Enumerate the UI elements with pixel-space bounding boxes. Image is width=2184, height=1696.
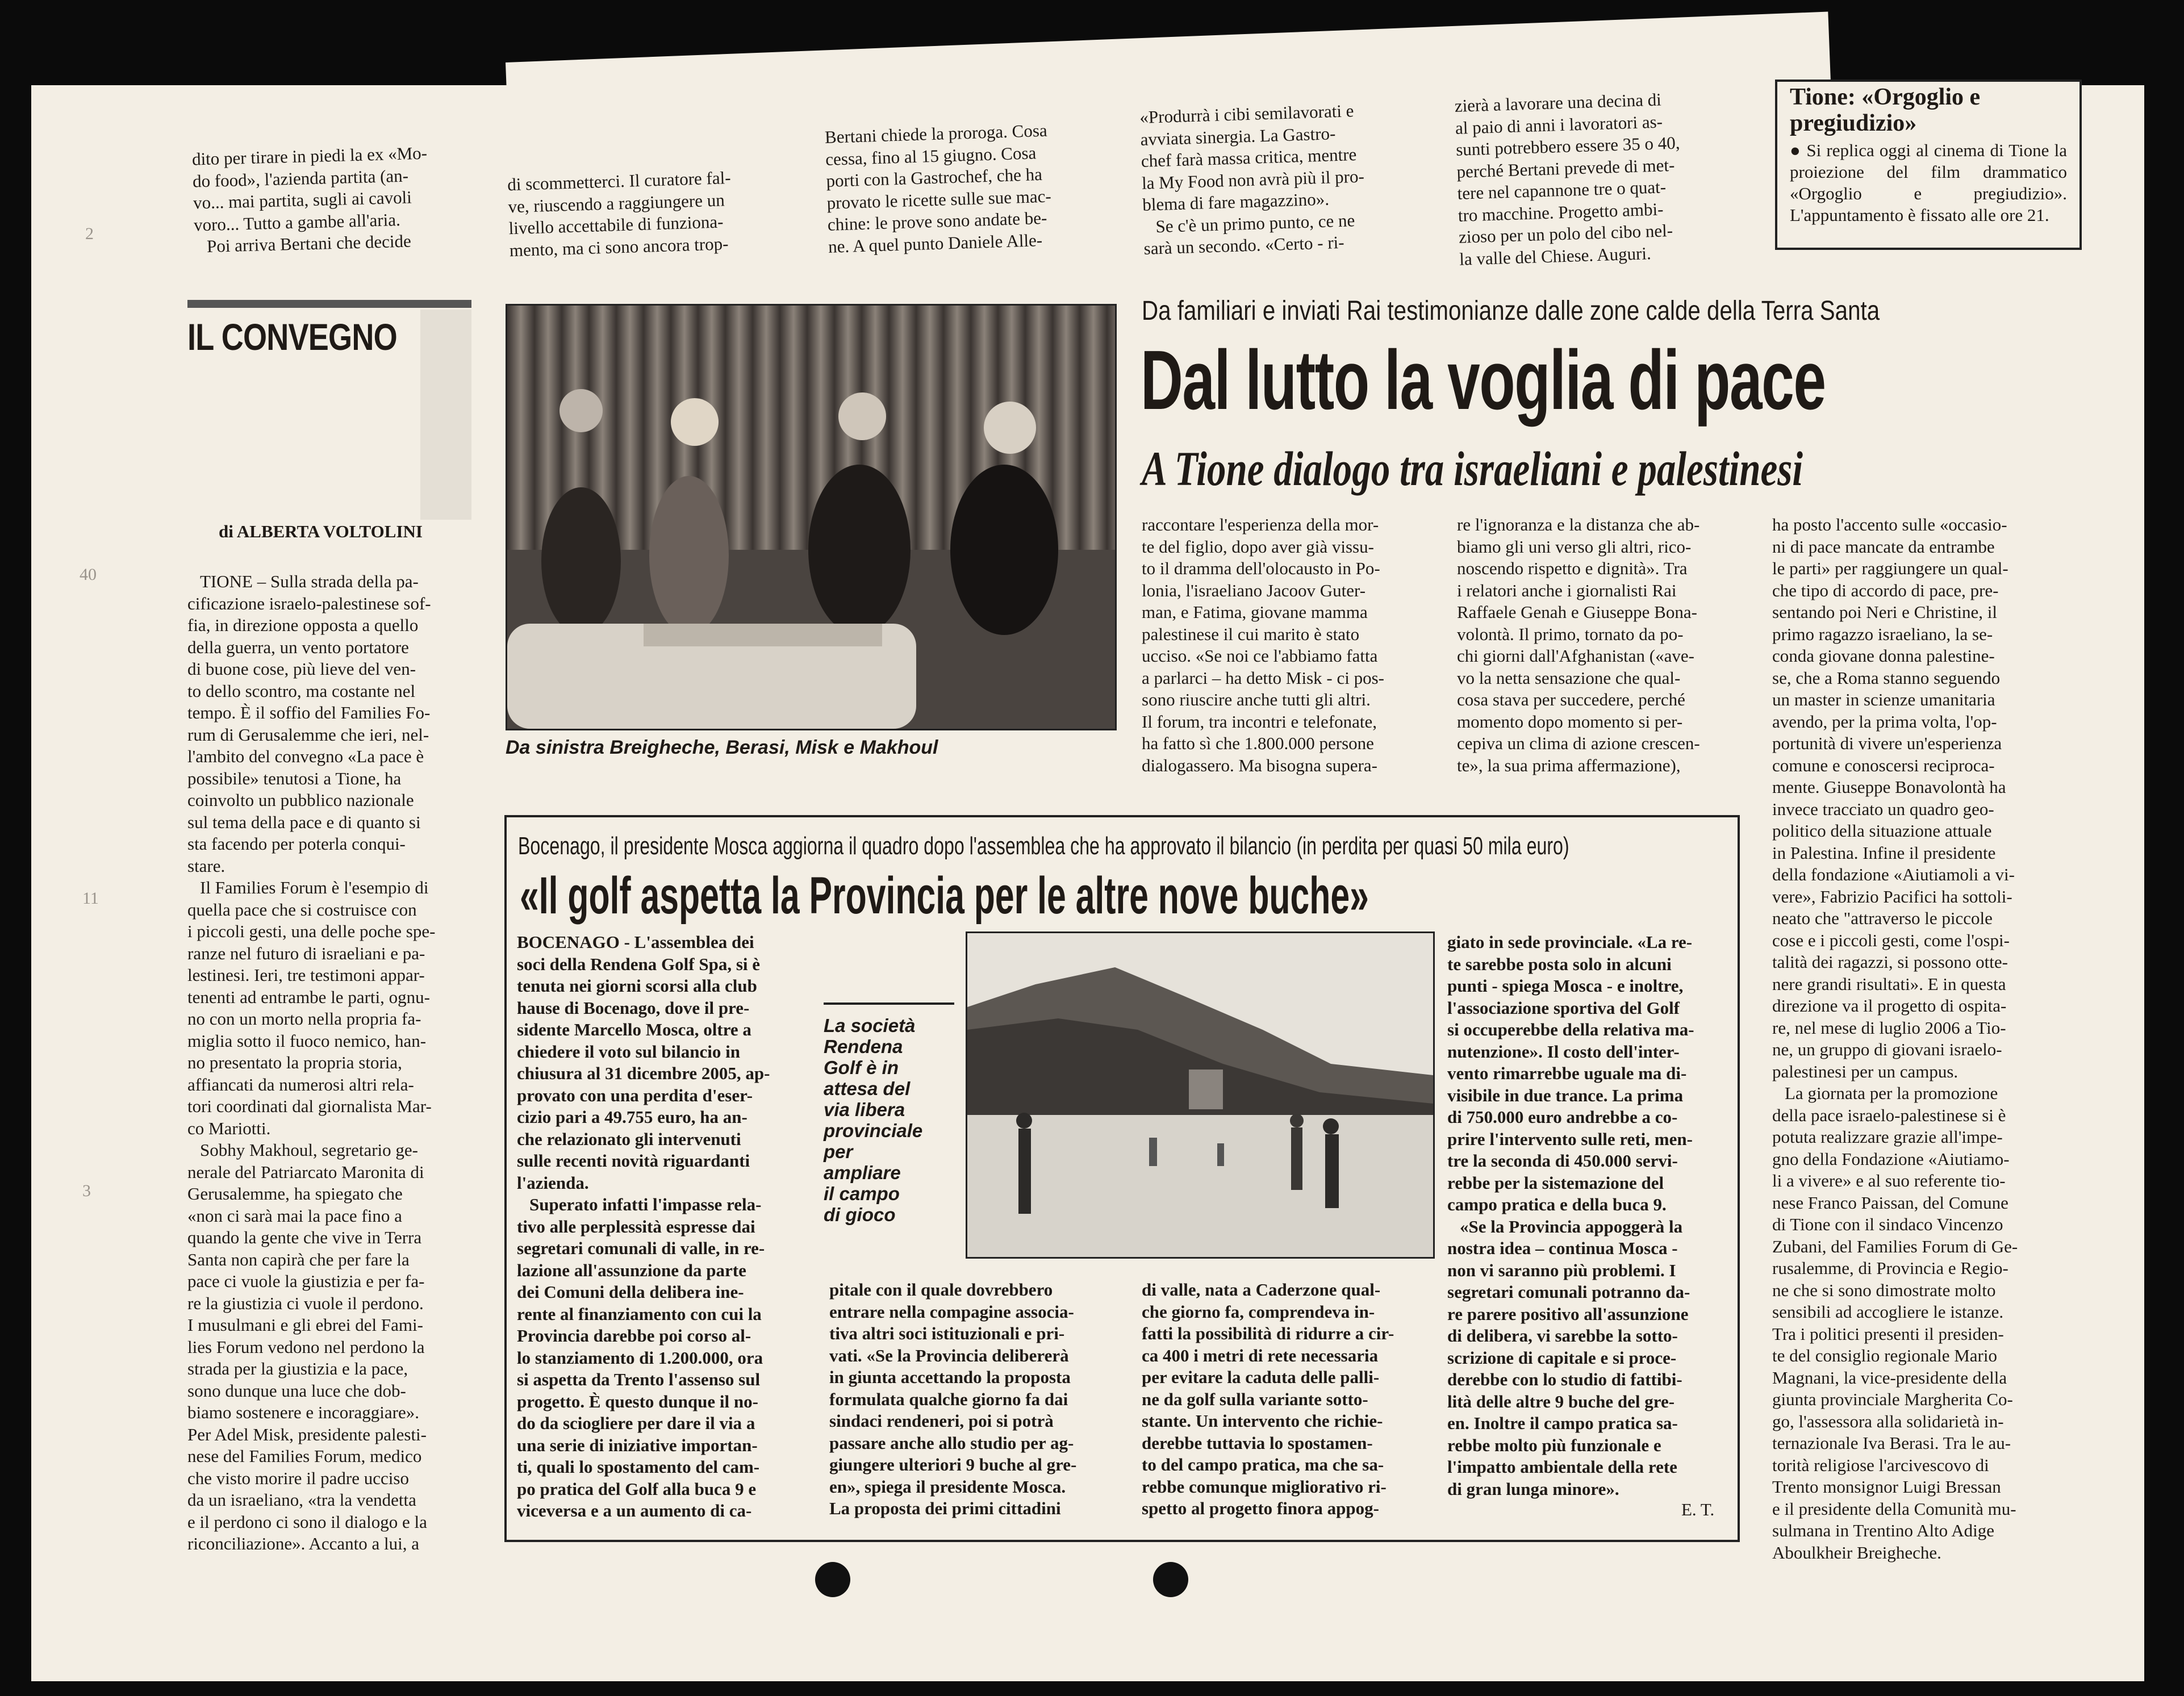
convegno-column-a: raccontare l'esperienza della mor- te del figlio, dopo aver già vissu- to il dramma dell'olocausto in Po- lonia, l'israeliano Jacoov Guter- man, e Fatima, giovane mamma palestinese il cui marito è stato ucciso. «Se noi ce l'abbiamo fatta a parlarci – ha detto Misk - ci pos- sono riuscire anche tutti gli altri. Il forum, tra incontri e telefonate, ha fatto sì che 1.800.000 persone dialogassero. Ma bisogna supera- (1142, 515, 1384, 775)
convegno-subhead: A Tione dialogo tra israeliani e palestinesi (1142, 441, 1803, 496)
top-column-5: zierà a lavorare una decina di al paio di anni i lavoratori as- sunti potrebbero essere 35 o 40, perché Bertani prevede di met- tere nel capannone tre o quat- tro macchine. Progetto ambi- zioso per un polo del cibo nel- la valle del Chiese. Auguri. (1454, 89, 1680, 269)
top-column-2: di scommetterci. Il curatore fal- ve, riuscendo a raggiungere un livello accettabile di funziona- mento, ma ci sono ancora trop- (507, 168, 731, 260)
margin-mark: 2 (85, 224, 94, 243)
convegno-column-b: re l'ignoranza e la distanza che ab- biamo gli uni verso gli altri, rico- noscendo rispetto e dignità». Tra i relatori anche i giornalisti Rai Raffaele Genah e Giuseppe Bona- volontà. Il primo, tornato da po- chi giorni dall'Afghanistan («ave- vo la netta sensazione che qual- cosa stava per succedere, perché momento dopo momento si per- cepiva un clima di azione crescen- te», la sua prima affermazione), (1457, 515, 1700, 775)
convegno-column-right: ha posto l'accento sulle «occasio- ni di pace mancate da entrambe le parti» per raggiungere un qual- che tipo di accordo di pace, pre- sentando poi Neri e Christine, il primo ragazzo israeliano, la se- conda giovane donna palestine- se, che a Roma stanno seguendo un master in scienze umanitaria avendo, per la prima volta, l'op- portunità di vivere un'esperienza comune e conoscersi reciproca- mente. Giuseppe Bonavolontà ha invece tracciato un quadro geo- politico della situazione attuale in Palestina. Infine il presidente della fondazione «Aiutiamoli a vi- vere», Fabrizio Pacifici ha sottoli- neato che "attraverso le piccole cose e i piccoli gesti, come l'ospi- talità dei ragazzi, si possono otte- nere grandi risultati». E in questa direzione va il progetto di ospita- re, nel mese di luglio 2006 a Tio- ne, un gruppo di giovani israelo- palestinesi per un campus. La giornata per la promozione della pace israelo-palestinese si è potuta realizzare grazie all'impe- gno della Fondazione «Aiutiamo- li a vivere» e al suo referente tio- nese Franco Paissan, del Comune di Tione con il sindaco Vincenzo Zubani, del Families Forum di Ge- rusalemme, di Provincia e Regio- ne che si sono dimostrate molto sensibili ad accogliere le istanze. Tra i politici presenti il presiden- te del consiglio regionale Mario Magnani, la vice-presidente della giunta provinciale Margherita Co- go, l'assessora alla solidarietà in- ternazionale Iva Berasi. Tra le au- torità religiose l'arcivescovo di Trento monsignor Luigi Bressan e il presidente della Comunità mu- sulmana in Trentino Alto Adige Aboulkheir Breigheche. (1772, 515, 2018, 1563)
golf-caption: La società Rendena Golf è in attesa del via libera provinciale per ampliare il campo di gioco (824, 1002, 954, 1225)
golf-column-1: BOCENAGO - L'assemblea dei soci della Rendena Golf Spa, si è tenuta nei giorni scorsi alla club hause di Bocenago, dove il pre- sidente Marcello Mosca, oltre a chiedere il voto sul bilancio in chiusura al 31 dicembre 2005, ap- provato con una perdita d'eser- cizio pari a 49.755 euro, ha an- che relazionato gli intervenuti sulle recenti novità riguardanti l'azienda. Superato infatti l'impasse rela- tivo alle perplessità espresse dai segretari comunali di valle, in re- lazione all'assunzione da parte dei Comuni della delibera ine- rente al finanziamento con cui la Provincia darebbe poi corso al- lo stanziamento di 1.200.000, ora si aspetta da Trento l'assenso sul progetto. È questo dunque il no- do da sciogliere per dare il via a una serie di iniziative importan- ti, quali lo spostamento del cam- po pratica del Golf alla buca 9 e viceversa e a un aumento di ca- (517, 932, 770, 1520)
margin-mark: 3 (82, 1181, 91, 1200)
tione-box-text: ● Si replica oggi al cinema di Tione la proiezione del film drammatico «Orgoglio e pregiudizio». L'appuntamento è fissato alle ore 21. (1790, 140, 2067, 225)
tione-box-title: Tione: «Orgoglio e pregiudizio» (1790, 84, 1981, 136)
top-column-1: dito per tirare in piedi la ex «Mo- do food», l'azienda partita (an- vo... mai partita, sugli ai cavoli voro... Tutto a gambe all'aria. Poi arriva Bertani che decide (191, 143, 428, 256)
tione-box (1775, 80, 2082, 250)
byline: di ALBERTA VOLTOLINI (219, 521, 423, 541)
convegno-headline: Dal lutto la voglia di pace (1141, 333, 1826, 427)
photo-caption: Da sinistra Breigheche, Berasi, Misk e Makhoul (506, 737, 938, 758)
golf-column-4: giato in sede provinciale. «La re- te sarebbe posta solo in alcuni punti - spiega Mosca - e inoltre, l'associazione sportiva del Golf si occuperebbe della relativa ma- nutenzione». Il costo dell'inter- vento rimarrebbe uguale ma di- visibile in due trance. La prima di 750.000 euro andrebbe a co- prire l'intervento sulle reti, men- tre la seconda di 450.000 servi- rebbe per la sistemazione del campo pratica e della buca 9. «Se la Provincia appoggerà la nostra idea – continua Mosca - non vi saranno più problemi. I segretari comunali potranno da- re parere positivo all'assunzione di delibera, vi sarebbe la sotto- scrizione di capitale e si proce- derebbe con lo studio di fattibi- lità delle altre 9 buche del gre- en. Inoltre il campo pratica sa- rebbe molto più funzionale e l'impatto ambientale della rete di gran lunga minore». (1447, 932, 1694, 1499)
section-rule-gray (420, 310, 471, 520)
bullet-icon: ● (1790, 140, 1807, 160)
margin-mark: 11 (82, 889, 99, 908)
golf-column-2: pitale con il quale dovrebbero entrare nella compagine associa- tiva altri soci istituzionali e pri- vati. «Se la Provincia delibererà in giunta accettando la proposta formulata qualche giorno fa dai sindaci rendeneri, poi si potrà passare anche allo studio per ag- giungere ulteriori 9 buche al gre- en», spiega il presidente Mosca. La proposta dei primi cittadini (829, 1280, 1077, 1518)
golf-photo (966, 931, 1435, 1259)
margin-mark: 40 (80, 565, 97, 584)
convegno-column-left: TIONE – Sulla strada della pa- cificazione israelo-palestinese sof- fia, in direzione opposta a quello della guerra, un vento portatore di buone cose, più lieve del ven- to dello scontro, ma costante nel tempo. È il soffio del Families Fo- rum di Gerusalemme che ieri, nel- l'ambito del convegno «La pace è possibile» tenutosi a Tione, ha coinvolto un pubblico nazionale sul tema della pace e di quanto si sta facendo per poterla conqui- stare. Il Families Forum è l'esempio di quella pace che si costruisce con i piccoli gesti, una delle poche spe- ranze nel futuro di israeliani e pa- lestinesi. Ieri, tre testimoni appar- tenenti ad entrambe le parti, ognu- no con un morto nella propria fa- miglia sotto il fuoco nemico, han- no presentato la propria storia, affiancati da numerosi altri rela- tori coordinati dal giornalista Mar- co Mariotti. Sobhy Makhoul, segretario ge- nerale del Patriarcato Maronita di Gerusalemme, ha spiegato che «non ci sarà mai la pace fino a quando la gente che vive in Terra Santa non capirà che per fare la pace ci vuole la giustizia e per fa- re la giustizia ci vuole il perdono. I musulmani e gli ebrei del Fami- lies Forum vedono nel perdono la strada per la giustizia e la pace, sono dunque una luce che dob- biamo sostenere e incoraggiare». Per Adel Misk, presidente palesti- nese del Families Forum, medico che visto morire il padre ucciso da un israeliano, «tra la vendetta e il perdono ci sono il dialogo e la riconciliazione». Accanto a lui, a (187, 571, 436, 1553)
golf-column-3: di valle, nata a Caderzone qual- che giorno fa, comprendeva in- fatti la possibilità di ridurre a cir- ca 400 i metri di rete necessaria per evitare la caduta delle palli- ne da golf sulla variante sotto- stante. Un intervento che richie- derebbe tuttavia lo spostamen- to del campo pratica, ma che sa- rebbe comunque migliorativo ri- spetto al progetto finora appog- (1142, 1280, 1394, 1518)
punch-hole (815, 1562, 850, 1597)
section-label: IL CONVEGNO (187, 316, 397, 358)
golf-kicker: Bocenago, il presidente Mosca aggiorna il quadro dopo l'assemblea che ha approvato il bilancio (in perdita per quasi 50 mila euro) (518, 832, 1569, 860)
section-rule (187, 300, 471, 308)
golf-headline: «Il golf aspetta la Provincia per le altre nove buche» (520, 867, 1369, 925)
punch-hole (1153, 1562, 1188, 1597)
top-column-3: Bertani chiede la proroga. Cosa cessa, fino al 15 giugno. Cosa porti con la Gastrochef, che ha provato le ricette sulle sue mac- chine: le prove sono andate be- ne. A quel punto Daniele Alle- (824, 120, 1052, 257)
top-column-4: «Produrrà i cibi semilavorati e avviata sinergia. La Gastro- chef farà massa critica, mentre la My Food non avrà più il pro- blema di fare magazzino». Se c'è un primo punto, ce ne sarà un secondo. «Certo - ri- (1139, 101, 1365, 258)
convegno-photo (506, 304, 1117, 730)
golf-signature: E. T. (1681, 1499, 1715, 1519)
convegno-kicker: Da familiari e inviati Rai testimonianze dalle zone calde della Terra Santa (1142, 296, 1880, 326)
